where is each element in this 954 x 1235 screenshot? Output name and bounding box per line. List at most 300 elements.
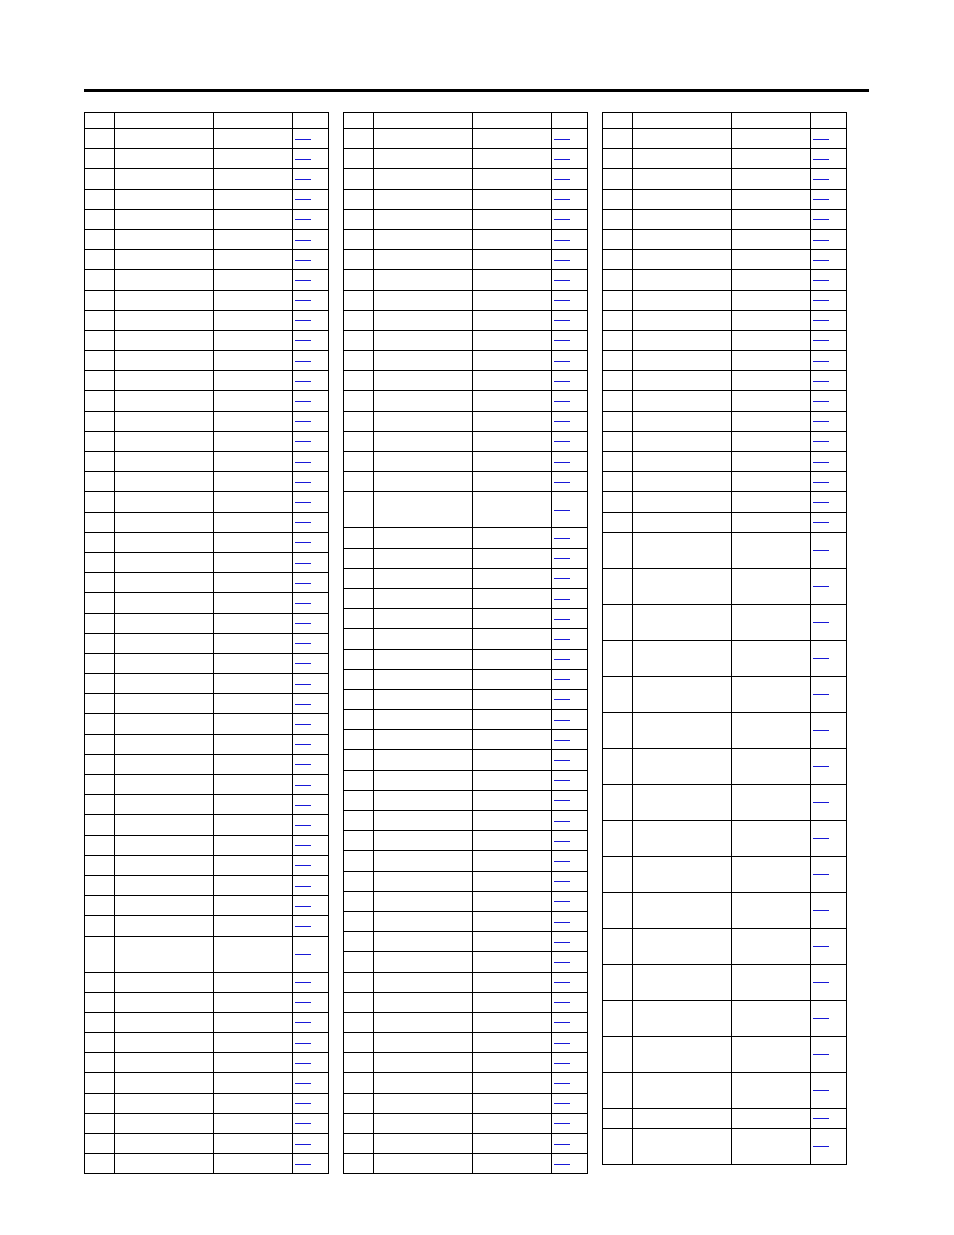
row-link[interactable]: [554, 340, 570, 341]
row-link[interactable]: [554, 219, 570, 220]
row-link[interactable]: [554, 1022, 570, 1023]
row-link[interactable]: [813, 139, 829, 140]
table-cell: [603, 677, 633, 712]
row-link[interactable]: [295, 785, 311, 786]
table-row: [603, 641, 847, 677]
table-cell: [732, 929, 811, 964]
table-cell: [214, 270, 293, 289]
row-link[interactable]: [554, 1103, 570, 1104]
row-link[interactable]: [813, 1090, 829, 1091]
row-link[interactable]: [554, 441, 570, 442]
table-cell: [85, 250, 115, 269]
table-row: [344, 149, 588, 169]
table-row: [603, 412, 847, 432]
row-link[interactable]: [554, 841, 570, 842]
header-cell: [115, 113, 214, 128]
table-row: [85, 553, 329, 573]
row-link[interactable]: [813, 1118, 829, 1119]
table-cell: [85, 993, 115, 1012]
row-link[interactable]: [295, 340, 311, 341]
row-link[interactable]: [295, 805, 311, 806]
table-cell: [85, 815, 115, 834]
table-cell: [633, 492, 732, 511]
row-link[interactable]: [295, 825, 311, 826]
table-row: [603, 351, 847, 371]
table-cell: [214, 775, 293, 794]
row-link[interactable]: [813, 730, 829, 731]
row-link[interactable]: [295, 320, 311, 321]
row-link[interactable]: [295, 954, 311, 955]
table-cell: [344, 1134, 374, 1153]
row-link[interactable]: [554, 159, 570, 160]
row-link[interactable]: [295, 421, 311, 422]
row-link[interactable]: [813, 1018, 829, 1019]
row-link[interactable]: [295, 1164, 311, 1165]
link-cell: [293, 250, 329, 269]
row-link[interactable]: [554, 1002, 570, 1003]
table-cell: [374, 1053, 473, 1072]
row-link[interactable]: [295, 663, 311, 664]
link-cell: [811, 677, 847, 712]
link-cell: [552, 973, 588, 992]
table-cell: [214, 654, 293, 673]
row-link[interactable]: [554, 578, 570, 579]
table-cell: [214, 755, 293, 774]
table-cell: [85, 270, 115, 289]
table-cell: [732, 513, 811, 532]
table-row: [344, 1134, 588, 1154]
row-link[interactable]: [554, 639, 570, 640]
row-link[interactable]: [295, 260, 311, 261]
link-cell: [811, 432, 847, 451]
table-row: [603, 533, 847, 569]
row-link[interactable]: [295, 401, 311, 402]
link-cell: [811, 291, 847, 310]
table-row: [603, 893, 847, 929]
table-cell: [85, 1154, 115, 1173]
link-cell: [811, 311, 847, 330]
table-cell: [344, 912, 374, 931]
table-cell: [732, 1001, 811, 1036]
row-link[interactable]: [295, 502, 311, 503]
table-cell: [344, 1033, 374, 1052]
row-link[interactable]: [554, 720, 570, 721]
row-link[interactable]: [554, 962, 570, 963]
row-link[interactable]: [295, 361, 311, 362]
row-link[interactable]: [554, 1164, 570, 1165]
table-cell: [473, 973, 552, 992]
table-cell: [115, 775, 214, 794]
table-header-row: [603, 113, 847, 129]
row-link[interactable]: [554, 1083, 570, 1084]
link-cell: [811, 1129, 847, 1164]
row-link[interactable]: [295, 1002, 311, 1003]
row-link[interactable]: [295, 744, 311, 745]
table-cell: [214, 937, 293, 972]
table-cell: [115, 472, 214, 491]
table-cell: [344, 791, 374, 810]
table-cell: [374, 311, 473, 330]
row-link[interactable]: [554, 699, 570, 700]
table-cell: [473, 452, 552, 471]
table-cell: [473, 129, 552, 148]
row-link[interactable]: [295, 462, 311, 463]
table-row: [603, 1073, 847, 1109]
row-link[interactable]: [554, 1144, 570, 1145]
row-link[interactable]: [554, 538, 570, 539]
table-cell: [115, 993, 214, 1012]
header-cell: [811, 113, 847, 128]
table-cell: [85, 714, 115, 733]
row-link[interactable]: [813, 658, 829, 659]
row-link[interactable]: [554, 300, 570, 301]
table-cell: [115, 614, 214, 633]
table-cell: [603, 149, 633, 168]
table-cell: [85, 755, 115, 774]
header-cell: [603, 113, 633, 128]
table-cell: [85, 593, 115, 612]
row-link[interactable]: [813, 802, 829, 803]
table-cell: [344, 549, 374, 568]
link-cell: [293, 795, 329, 814]
row-link[interactable]: [295, 240, 311, 241]
link-cell: [293, 432, 329, 451]
row-link[interactable]: [813, 260, 829, 261]
table-cell: [633, 311, 732, 330]
row-link[interactable]: [295, 280, 311, 281]
table-cell: [85, 1013, 115, 1032]
row-link[interactable]: [813, 361, 829, 362]
table-cell: [633, 1073, 732, 1108]
table-cell: [473, 528, 552, 547]
table-cell: [344, 351, 374, 370]
table-cell: [85, 735, 115, 754]
table-cell: [732, 1109, 811, 1128]
table-row: [85, 1033, 329, 1053]
row-link[interactable]: [295, 845, 311, 846]
row-link[interactable]: [554, 361, 570, 362]
row-link[interactable]: [295, 522, 311, 523]
row-link[interactable]: [554, 659, 570, 660]
row-link[interactable]: [554, 922, 570, 923]
row-link[interactable]: [295, 603, 311, 604]
link-cell: [552, 230, 588, 249]
row-link[interactable]: [295, 684, 311, 685]
link-cell: [293, 1033, 329, 1052]
row-link[interactable]: [554, 139, 570, 140]
row-link[interactable]: [554, 942, 570, 943]
row-link[interactable]: [295, 926, 311, 927]
row-link[interactable]: [813, 179, 829, 180]
row-link[interactable]: [813, 622, 829, 623]
row-link[interactable]: [295, 542, 311, 543]
row-link[interactable]: [813, 946, 829, 947]
link-cell: [552, 1073, 588, 1092]
table-cell: [732, 713, 811, 748]
table-cell: [214, 1033, 293, 1052]
table-cell: [344, 1013, 374, 1032]
table-cell: [344, 371, 374, 390]
table-row: [344, 250, 588, 270]
row-link[interactable]: [813, 586, 829, 587]
row-link[interactable]: [554, 558, 570, 559]
row-link[interactable]: [554, 260, 570, 261]
row-link[interactable]: [554, 510, 570, 511]
row-link[interactable]: [295, 482, 311, 483]
table-cell: [344, 1154, 374, 1173]
row-link[interactable]: [295, 982, 311, 983]
table-row: [603, 169, 847, 189]
link-cell: [552, 912, 588, 931]
row-link[interactable]: [295, 300, 311, 301]
row-link[interactable]: [554, 1043, 570, 1044]
table-cell: [344, 190, 374, 209]
table-cell: [85, 1114, 115, 1133]
row-link[interactable]: [554, 240, 570, 241]
link-cell: [552, 452, 588, 471]
table-cell: [85, 391, 115, 410]
link-cell: [552, 932, 588, 951]
table-cell: [344, 932, 374, 951]
table-cell: [732, 432, 811, 451]
row-link[interactable]: [813, 340, 829, 341]
table-cell: [473, 750, 552, 769]
table-cell: [115, 634, 214, 653]
link-cell: [293, 371, 329, 390]
row-link[interactable]: [813, 838, 829, 839]
table-cell: [85, 634, 115, 653]
table-cell: [732, 371, 811, 390]
table-row: [85, 735, 329, 755]
link-cell: [293, 149, 329, 168]
row-link[interactable]: [813, 694, 829, 695]
row-link[interactable]: [813, 766, 829, 767]
table-cell: [603, 785, 633, 820]
row-link[interactable]: [554, 982, 570, 983]
row-link[interactable]: [813, 550, 829, 551]
table-cell: [85, 311, 115, 330]
row-link[interactable]: [554, 381, 570, 382]
row-link[interactable]: [295, 623, 311, 624]
row-link[interactable]: [813, 421, 829, 422]
row-link[interactable]: [813, 462, 829, 463]
row-link[interactable]: [813, 159, 829, 160]
table-cell: [115, 735, 214, 754]
row-link[interactable]: [554, 861, 570, 862]
table-cell: [633, 677, 732, 712]
table-cell: [603, 513, 633, 532]
row-link[interactable]: [813, 982, 829, 983]
row-link[interactable]: [295, 704, 311, 705]
link-cell: [811, 569, 847, 604]
link-cell: [552, 1053, 588, 1072]
row-link[interactable]: [554, 679, 570, 680]
link-cell: [552, 391, 588, 410]
row-link[interactable]: [813, 502, 829, 503]
row-link[interactable]: [295, 764, 311, 765]
link-cell: [552, 791, 588, 810]
row-link[interactable]: [554, 421, 570, 422]
table-cell: [115, 1033, 214, 1052]
table-cell: [633, 169, 732, 188]
table-row: [85, 896, 329, 916]
row-link[interactable]: [295, 199, 311, 200]
table-cell: [732, 270, 811, 289]
table-cell: [633, 785, 732, 820]
row-link[interactable]: [295, 139, 311, 140]
row-link[interactable]: [554, 619, 570, 620]
row-link[interactable]: [554, 199, 570, 200]
link-cell: [552, 472, 588, 491]
row-link[interactable]: [813, 910, 829, 911]
row-link[interactable]: [554, 821, 570, 822]
row-link[interactable]: [554, 901, 570, 902]
table-cell: [473, 690, 552, 709]
row-link[interactable]: [813, 280, 829, 281]
row-link[interactable]: [295, 563, 311, 564]
row-link[interactable]: [295, 886, 311, 887]
table-cell: [115, 1094, 214, 1113]
row-link[interactable]: [295, 906, 311, 907]
table-row: [344, 771, 588, 791]
table-row: [603, 331, 847, 351]
row-link[interactable]: [295, 179, 311, 180]
table-cell: [732, 331, 811, 350]
table-row: [344, 811, 588, 831]
table-cell: [633, 821, 732, 856]
row-link[interactable]: [813, 522, 829, 523]
link-cell: [552, 331, 588, 350]
table-cell: [214, 331, 293, 350]
row-link[interactable]: [295, 724, 311, 725]
row-link[interactable]: [295, 159, 311, 160]
row-link[interactable]: [554, 179, 570, 180]
row-link[interactable]: [554, 599, 570, 600]
row-link[interactable]: [554, 280, 570, 281]
row-link[interactable]: [295, 1123, 311, 1124]
table-cell: [732, 641, 811, 676]
table-cell: [374, 331, 473, 350]
row-link[interactable]: [295, 381, 311, 382]
row-link[interactable]: [295, 643, 311, 644]
link-cell: [552, 892, 588, 911]
row-link[interactable]: [813, 300, 829, 301]
table-cell: [85, 937, 115, 972]
table-cell: [214, 210, 293, 229]
table-cell: [633, 605, 732, 640]
row-link[interactable]: [295, 441, 311, 442]
table-cell: [633, 230, 732, 249]
table-cell: [374, 250, 473, 269]
table-cell: [344, 250, 374, 269]
table-cell: [214, 573, 293, 592]
row-link[interactable]: [813, 199, 829, 200]
table-cell: [374, 993, 473, 1012]
table-row: [344, 1114, 588, 1134]
table-cell: [732, 533, 811, 568]
row-link[interactable]: [295, 1043, 311, 1044]
row-link[interactable]: [813, 320, 829, 321]
row-link[interactable]: [554, 462, 570, 463]
table-cell: [344, 670, 374, 689]
table-cell: [344, 1114, 374, 1133]
row-link[interactable]: [813, 240, 829, 241]
row-link[interactable]: [813, 401, 829, 402]
row-link[interactable]: [813, 441, 829, 442]
link-cell: [293, 1073, 329, 1092]
table-row: [344, 589, 588, 609]
table-cell: [633, 857, 732, 892]
link-cell: [552, 851, 588, 870]
row-link[interactable]: [295, 1063, 311, 1064]
table-cell: [344, 331, 374, 350]
row-link[interactable]: [813, 219, 829, 220]
row-link[interactable]: [554, 800, 570, 801]
table-cell: [473, 831, 552, 850]
table-cell: [732, 291, 811, 310]
row-link[interactable]: [554, 881, 570, 882]
row-link[interactable]: [813, 1054, 829, 1055]
table-cell: [214, 795, 293, 814]
table-row: [344, 629, 588, 649]
link-cell: [293, 916, 329, 935]
table-cell: [344, 129, 374, 148]
table-cell: [374, 1013, 473, 1032]
row-link[interactable]: [295, 1022, 311, 1023]
table-row: [344, 371, 588, 391]
table-cell: [214, 129, 293, 148]
table-cell: [344, 609, 374, 628]
row-link[interactable]: [813, 381, 829, 382]
row-link[interactable]: [554, 1123, 570, 1124]
row-link[interactable]: [554, 1063, 570, 1064]
table-cell: [214, 1013, 293, 1032]
row-link[interactable]: [295, 1144, 311, 1145]
row-link[interactable]: [554, 482, 570, 483]
row-link[interactable]: [295, 1083, 311, 1084]
table-row: [85, 654, 329, 674]
row-link[interactable]: [295, 865, 311, 866]
row-link[interactable]: [813, 482, 829, 483]
table-row: [344, 1073, 588, 1093]
table-cell: [374, 1033, 473, 1052]
table-cell: [115, 291, 214, 310]
row-link[interactable]: [554, 780, 570, 781]
link-cell: [811, 149, 847, 168]
row-link[interactable]: [295, 583, 311, 584]
table-cell: [85, 331, 115, 350]
row-link[interactable]: [295, 1103, 311, 1104]
row-link[interactable]: [554, 320, 570, 321]
row-link[interactable]: [295, 219, 311, 220]
row-link[interactable]: [813, 874, 829, 875]
table-cell: [85, 371, 115, 390]
row-link[interactable]: [813, 1146, 829, 1147]
row-link[interactable]: [554, 740, 570, 741]
link-cell: [552, 210, 588, 229]
row-link[interactable]: [554, 760, 570, 761]
table-cell: [85, 553, 115, 572]
table-row: [344, 952, 588, 972]
table-cell: [473, 730, 552, 749]
link-cell: [293, 573, 329, 592]
table-cell: [473, 1094, 552, 1113]
table-row: [603, 513, 847, 533]
table-cell: [85, 513, 115, 532]
table-row: [603, 1001, 847, 1037]
row-link[interactable]: [554, 401, 570, 402]
table-cell: [473, 872, 552, 891]
